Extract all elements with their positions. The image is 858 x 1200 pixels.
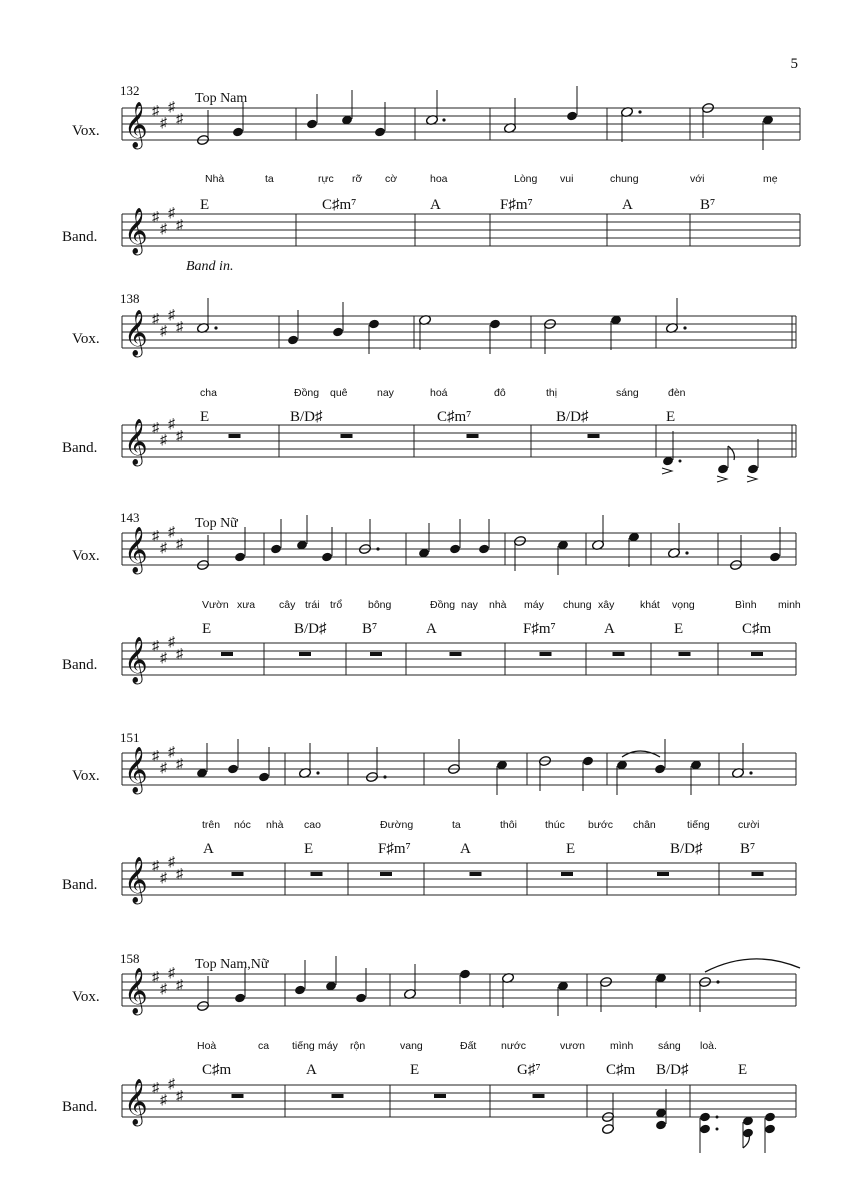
whole-rest-icon [332,1094,344,1098]
lyric-syllable: Đất [460,1040,477,1052]
section-label: Top Nam [195,91,248,106]
sharp-icon: ♯ [168,100,175,115]
band-staff [122,635,796,685]
lyric-syllable: ca [258,1040,270,1052]
sharp-icon: ♯ [160,324,167,339]
lyric-syllable: xưa [237,599,256,611]
sharp-icon: ♯ [176,218,183,233]
sharp-icon: ♯ [168,635,175,650]
lyric-syllable: Bình [735,599,757,611]
chord-symbol: E [738,1062,748,1078]
chords-row [200,409,675,425]
sharp-icon: ♯ [152,970,159,985]
chord-symbol: A [430,197,441,213]
section-label: Top Nam,Nữ [195,957,269,972]
lyric-syllable: ta [452,819,461,831]
chords-row [200,197,715,213]
whole-rest-icon [540,652,552,656]
lyric-syllable: chân [633,819,656,831]
lyrics-row [205,173,778,185]
chord-symbol: B⁷ [700,197,716,213]
lyric-syllable: mẹ [763,173,778,185]
lyric-syllable: thúc [545,819,565,831]
chords-row [202,621,772,637]
vox-label: Vox. [72,548,100,564]
sharp-icon: ♯ [160,651,167,666]
lyric-syllable: tiếng [292,1040,315,1052]
lyric-syllable: nay [461,599,478,611]
whole-rest-icon [232,872,244,876]
lyric-syllable: cây [279,599,296,611]
sharp-icon: ♯ [152,421,159,436]
whole-rest-icon [299,652,311,656]
whole-rest-icon [467,434,479,438]
chord-symbol: B/D♯ [556,409,589,425]
chord-symbol: B⁷ [362,621,378,637]
lyric-syllable: nước [501,1040,527,1052]
lyric-syllable: hoa [430,173,448,185]
sharp-icon: ♯ [176,867,183,882]
chord-symbol: G♯⁷ [517,1062,541,1078]
lyric-syllable: khát [640,599,660,611]
lyric-syllable: rực [318,173,334,185]
sharp-icon: ♯ [160,1093,167,1108]
section-label: Top Nữ [195,516,238,531]
chord-symbol: C♯m [606,1062,636,1078]
whole-rest-icon [470,872,482,876]
chord-symbol: E [674,621,684,637]
chord-symbol: E [202,621,212,637]
sharp-icon: ♯ [168,308,175,323]
sharp-icon: ♯ [152,210,159,225]
system-138 [0,288,858,518]
chord-symbol: C♯m⁷ [437,409,472,425]
chord-symbol: C♯m [202,1062,232,1078]
chord-symbol: E [566,841,576,857]
lyric-syllable: máy [318,1040,338,1052]
chords-row [202,1062,747,1078]
lyric-syllable: ta [265,173,274,185]
whole-rest-icon [341,434,353,438]
lyric-syllable: cờ [385,173,398,185]
lyric-syllable: cha [200,387,217,399]
sharp-icon: ♯ [168,855,175,870]
chord-symbol: C♯m [742,621,772,637]
whole-rest-icon [657,872,669,876]
vox-notes [196,739,753,795]
chord-symbol: A [460,841,471,857]
sharp-icon: ♯ [160,541,167,556]
sharp-icon: ♯ [160,433,167,448]
sharp-icon: ♯ [160,761,167,776]
lyric-syllable: rộn [350,1040,366,1052]
measure-number: 132 [120,83,140,98]
chords-row [203,841,755,857]
sharp-icon: ♯ [176,320,183,335]
lyric-syllable: vọng [672,599,695,611]
band-label: Band. [62,229,98,245]
sharp-icon: ♯ [152,312,159,327]
lyric-syllable: Hoà [197,1040,217,1052]
lyric-syllable: Đường [380,819,414,831]
treble-clef-icon: 𝄞 [124,968,148,1013]
sharp-icon: ♯ [160,222,167,237]
treble-clef-icon: 𝄞 [124,637,148,682]
chord-symbol: B/D♯ [656,1062,689,1078]
lyric-syllable: thôi [500,819,517,831]
lyric-syllable: trổ [330,599,343,611]
lyric-syllable: quê [330,387,348,399]
lyric-syllable: xây [598,599,615,611]
vox-label: Vox. [72,989,100,1005]
chord-symbol: A [426,621,437,637]
band-label: Band. [62,1099,98,1115]
whole-rest-icon [380,872,392,876]
treble-clef-icon: 𝄞 [124,419,148,464]
chord-symbol: F♯m⁷ [500,197,533,213]
lyric-syllable: vang [400,1040,423,1052]
whole-rest-icon [751,652,763,656]
sharp-icon: ♯ [160,982,167,997]
chord-symbol: E [666,409,676,425]
system-143 [0,507,858,737]
sharp-icon: ♯ [176,978,183,993]
whole-rest-icon [311,872,323,876]
chord-symbol: F♯m⁷ [523,621,556,637]
lyric-syllable: với [690,173,705,185]
vox-label: Vox. [72,123,100,139]
chord-symbol: B⁷ [740,841,756,857]
lyric-syllable: minh [778,599,801,611]
lyric-syllable: Đồng [294,387,320,399]
sharp-icon: ♯ [152,104,159,119]
chord-symbol: A [604,621,615,637]
whole-rest-icon [679,652,691,656]
lyric-syllable: vui [560,173,574,185]
treble-clef-icon: 𝄞 [124,1079,148,1124]
lyric-syllable: vươn [560,1040,586,1052]
treble-clef-icon: 𝄞 [124,102,148,147]
lyric-syllable: bước [588,819,614,831]
chord-symbol: B/D♯ [294,621,327,637]
treble-clef-icon: 𝄞 [124,527,148,572]
chord-symbol: B/D♯ [670,841,703,857]
vox-notes [196,956,800,1016]
treble-clef-icon: 𝄞 [124,208,148,253]
sharp-icon: ♯ [176,647,183,662]
sharp-icon: ♯ [152,639,159,654]
sharp-icon: ♯ [152,529,159,544]
sharp-icon: ♯ [168,1077,175,1092]
vox-notes [196,298,686,354]
whole-rest-icon [613,652,625,656]
sharp-icon: ♯ [152,859,159,874]
lyric-syllable: cao [304,819,321,831]
vox-label: Vox. [72,768,100,784]
lyric-syllable: rỡ [352,173,363,185]
sharp-icon: ♯ [152,749,159,764]
lyric-syllable: nóc [234,819,251,831]
sharp-icon: ♯ [160,871,167,886]
treble-clef-icon: 𝄞 [124,310,148,355]
lyric-syllable: chung [610,173,639,185]
lyrics-row [197,1040,717,1052]
lyrics-row [200,387,686,399]
band-staff [122,1077,796,1127]
chord-symbol: A [622,197,633,213]
lyric-syllable: trái [305,599,320,611]
lyric-syllable: máy [524,599,544,611]
chord-symbol: F♯m⁷ [378,841,411,857]
lyric-syllable: thị [546,387,558,399]
sharp-icon: ♯ [168,417,175,432]
vox-notes [196,515,781,575]
vox-label: Vox. [72,331,100,347]
chord-symbol: E [304,841,314,857]
whole-rest-icon [370,652,382,656]
treble-clef-icon: 𝄞 [124,747,148,792]
sharp-icon: ♯ [168,745,175,760]
whole-rest-icon [752,872,764,876]
system-151 [0,727,858,957]
chord-symbol: E [200,197,210,213]
chord-symbol: B/D♯ [290,409,323,425]
page-number: 5 [790,56,798,72]
whole-rest-icon [533,1094,545,1098]
sharp-icon: ♯ [176,1089,183,1104]
chord-symbol: E [410,1062,420,1078]
measure-number: 158 [120,951,140,966]
lyric-syllable: bông [368,599,392,611]
lyric-syllable: trên [202,819,221,831]
lyric-syllable: nay [377,387,394,399]
whole-rest-icon [232,1094,244,1098]
lyric-syllable: chung [563,599,592,611]
sharp-icon: ♯ [176,112,183,127]
lyric-syllable: đô [494,387,506,399]
lyric-syllable: Lòng [514,173,538,185]
chord-symbol: A [306,1062,317,1078]
lyric-syllable: sáng [658,1040,681,1052]
lyrics-row [202,599,801,611]
lyric-syllable: hoá [430,387,448,399]
whole-rest-icon [221,652,233,656]
system-132 [0,80,858,310]
sharp-icon: ♯ [152,1081,159,1096]
band-label: Band. [62,440,98,456]
sharp-icon: ♯ [168,525,175,540]
measure-number: 143 [120,510,140,525]
lyric-syllable: loà. [700,1040,717,1052]
treble-clef-icon: 𝄞 [124,857,148,902]
chord-symbol: C♯m⁷ [322,197,357,213]
vox-staff [122,966,796,1016]
band-label: Band. [62,657,98,673]
measure-number: 151 [120,730,140,745]
band-label: Band. [62,877,98,893]
whole-rest-icon [450,652,462,656]
sharp-icon: ♯ [176,429,183,444]
lyric-syllable: nhà [266,819,284,831]
whole-rest-icon [588,434,600,438]
band-in-note: Band in. [186,259,234,274]
measure-number: 138 [120,291,140,306]
sharp-icon: ♯ [168,966,175,981]
chord-symbol: E [200,409,210,425]
whole-rest-icon [434,1094,446,1098]
lyric-syllable: Nhà [205,173,225,185]
lyric-syllable: Đồng [430,599,456,611]
lyrics-row [202,819,760,831]
system-158 [0,948,858,1178]
sharp-icon: ♯ [176,757,183,772]
lyric-syllable: tiếng [687,819,710,831]
lyric-syllable: sáng [616,387,639,399]
sharp-icon: ♯ [160,116,167,131]
lyric-syllable: cười [738,819,760,831]
lyric-syllable: nhà [489,599,507,611]
chord-symbol: A [203,841,214,857]
band-staff [122,855,796,905]
vox-staff [122,100,800,150]
whole-rest-icon [561,872,573,876]
sharp-icon: ♯ [176,537,183,552]
lyric-syllable: Vườn [202,599,229,611]
lyric-syllable: mình [610,1040,634,1052]
whole-rest-icon [229,434,241,438]
lyric-syllable: đèn [668,387,686,399]
band-notes [662,431,759,482]
band-notes [601,1089,776,1153]
band-staff [122,206,800,256]
vox-staff [122,308,796,358]
sharp-icon: ♯ [168,206,175,221]
